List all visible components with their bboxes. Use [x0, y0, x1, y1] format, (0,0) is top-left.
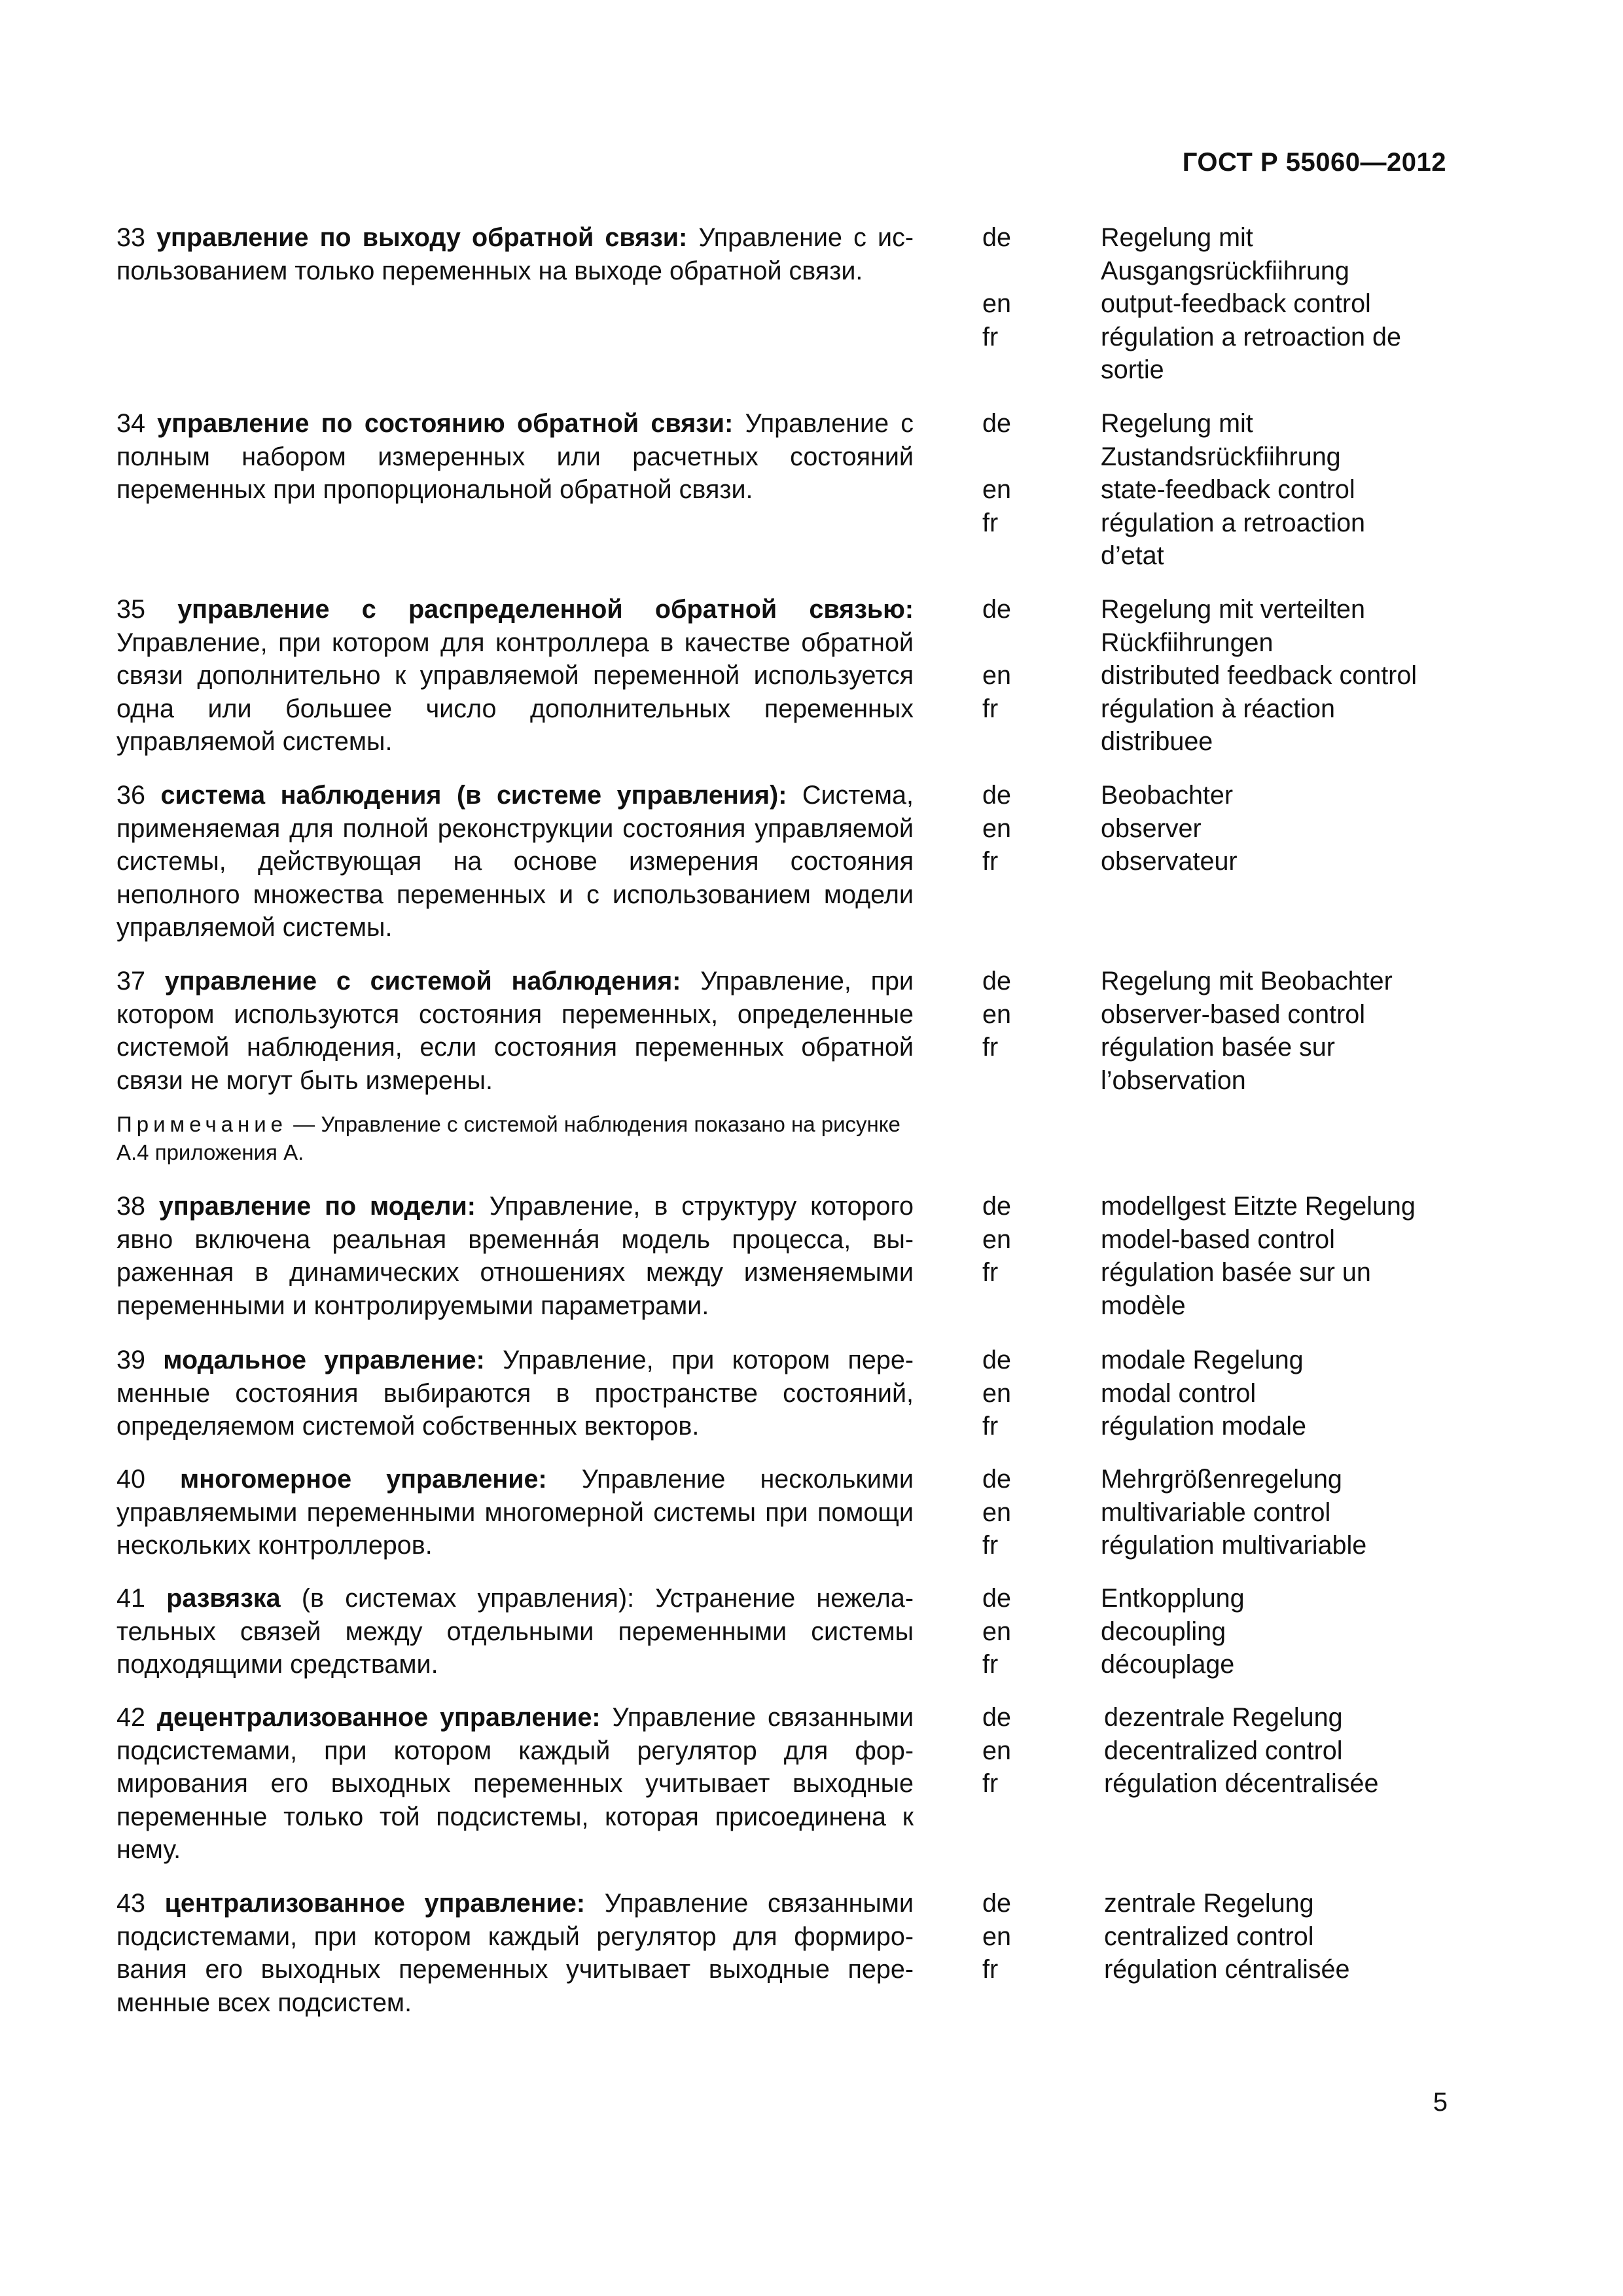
foreign-equivalents	[1101, 779, 1467, 878]
document-code: ГОСТ Р 55060—2012	[1182, 148, 1446, 177]
term-fr: régulation a retroaction d’etat	[1101, 508, 1366, 571]
entry-definition	[116, 1582, 914, 1681]
language-codes	[982, 221, 1061, 353]
term-en: output-feedback control	[1101, 289, 1371, 319]
language-codes	[982, 1463, 1061, 1562]
language-codes	[982, 1887, 1061, 1986]
entry-number: 42	[116, 1703, 145, 1732]
term-de: Regelung mit verteilten Rückfiihrungen	[1101, 595, 1365, 657]
term-fr: régulation multivariable	[1101, 1531, 1367, 1560]
entry-number: 35	[116, 595, 145, 624]
lang-fr: fr	[982, 1650, 999, 1679]
foreign-equivalents	[1101, 965, 1467, 1097]
page-number: 5	[1433, 2088, 1448, 2117]
lang-fr: fr	[982, 1531, 999, 1560]
term-de: Beobachter	[1101, 781, 1234, 810]
term-fr: régulation à réaction distribuee	[1101, 694, 1335, 757]
lang-fr: fr	[982, 694, 999, 723]
language-codes	[982, 1190, 1061, 1289]
language-codes	[982, 593, 1061, 725]
entry-description: Управление с использованием только переменных на выходе обратной связи.	[116, 223, 914, 285]
entry-term: управление по модели:	[158, 1192, 476, 1221]
term-de: Regelung mit Beobachter	[1101, 967, 1393, 996]
entry-definition	[116, 1463, 914, 1562]
entry-description: Управление связанными подсистемами, при котором каждый регулятор для формирования его выходных переменных учитывает выходные переменные всех подсистем.	[116, 1889, 914, 2017]
lang-en: en	[982, 1922, 1011, 1951]
term-de: Entkopplung	[1101, 1584, 1245, 1613]
lang-en: en	[982, 1617, 1011, 1646]
lang-fr: fr	[982, 1955, 999, 1984]
language-codes	[982, 1344, 1061, 1443]
entry-definition	[116, 779, 914, 944]
entry-definition	[116, 1190, 914, 1322]
term-fr: découplage	[1101, 1650, 1235, 1679]
entry-description: Управление с полным набором измеренных или расчетных состояний переменных при пропорциональной обратной связи.	[116, 409, 914, 505]
language-codes	[982, 965, 1061, 1064]
lang-de: de	[982, 1703, 1011, 1732]
language-codes	[982, 779, 1061, 878]
lang-de: de	[982, 1889, 1011, 1918]
lang-de: de	[982, 595, 1011, 624]
foreign-equivalents	[1101, 1344, 1467, 1443]
entry-term: управление по выходу обратной связи:	[156, 223, 688, 252]
entry-description: Управление несколькими управляемыми переменными многомерной системы при помощи нескольких контроллеров.	[116, 1465, 914, 1560]
entry-definition	[116, 965, 914, 1097]
foreign-equivalents	[1101, 1582, 1467, 1681]
entry-number: 34	[116, 409, 145, 438]
lang-de: de	[982, 409, 1011, 438]
term-de: Mehrgrößenregelung	[1101, 1465, 1342, 1494]
entry-term: модальное управление:	[163, 1346, 485, 1374]
lang-en: en	[982, 1378, 1011, 1408]
entry-term: децентрализованное управление:	[156, 1703, 601, 1732]
entry-term: управление с распределенной обратной связью:	[177, 595, 914, 624]
term-fr: observateur	[1101, 847, 1238, 876]
term-en: model-based control	[1101, 1225, 1335, 1254]
term-en: decoupling	[1101, 1617, 1226, 1646]
entry-definition	[116, 221, 914, 287]
lang-en: en	[982, 475, 1011, 505]
term-de: modellgest Eitzte Regelung	[1101, 1192, 1416, 1221]
lang-fr: fr	[982, 508, 999, 537]
term-de: Regelung mit Ausgangsrückfiihrung	[1101, 223, 1349, 285]
term-en: modal control	[1101, 1378, 1257, 1408]
term-en: observer-based control	[1101, 999, 1365, 1029]
entry-number: 39	[116, 1346, 145, 1374]
term-en: centralized control	[1104, 1922, 1314, 1951]
entry-number: 38	[116, 1192, 145, 1221]
entry-description: Управление, в структуру которого явно включена реальная временна́я модель процесса, выраженная в динамических отношениях между изменяемыми переменными и контролируемыми параметрами.	[116, 1192, 914, 1320]
term-en: observer	[1101, 814, 1202, 843]
term-de: zentrale Regelung	[1104, 1889, 1314, 1918]
entry-term: система наблюдения (в системе управления):	[160, 781, 787, 810]
lang-de: de	[982, 1465, 1011, 1494]
entry-definition	[116, 1887, 914, 2019]
term-fr: régulation basée sur un modèle	[1101, 1258, 1371, 1320]
lang-fr: fr	[982, 1412, 999, 1441]
foreign-equivalents	[1104, 1701, 1471, 1801]
term-fr: régulation céntralisée	[1104, 1955, 1350, 1984]
entry-number: 36	[116, 781, 145, 810]
entry-number: 41	[116, 1584, 145, 1613]
lang-de: de	[982, 1346, 1011, 1374]
lang-en: en	[982, 289, 1011, 319]
term-en: decentralized control	[1104, 1736, 1343, 1765]
term-de: modale Regelung	[1101, 1346, 1304, 1374]
entry-description: Система, применяемая для полной реконструкции состояния управляемой системы, действующая на основе измерения состояния неполного множества переменных и с использованием модели управляемой системы.	[116, 781, 914, 942]
lang-de: de	[982, 223, 1011, 252]
term-fr: régulation basée sur l’observation	[1101, 1033, 1335, 1095]
lang-en: en	[982, 1736, 1011, 1765]
entry-term: развязка	[166, 1584, 281, 1613]
language-codes	[982, 1582, 1061, 1681]
entry-term: централизованное управление:	[164, 1889, 586, 1918]
foreign-equivalents	[1101, 1190, 1467, 1322]
lang-de: de	[982, 1192, 1011, 1221]
entry-description: Управление связанными подсистемами, при котором каждый регулятор для формирования его выходных переменных учитывает выходные переменные только той подсистемы, которая присоединена к нему.	[116, 1703, 914, 1865]
foreign-equivalents	[1101, 407, 1467, 573]
note	[116, 1110, 921, 1166]
entry-description: (в системах управления): Устранение нежелательных связей между отдельными переменными системы подходящими средствами.	[116, 1584, 914, 1679]
lang-en: en	[982, 1498, 1011, 1527]
entry-definition	[116, 1344, 914, 1443]
term-en: multivariable control	[1101, 1498, 1331, 1527]
lang-en: en	[982, 999, 1011, 1029]
entry-number: 37	[116, 967, 145, 996]
foreign-equivalents	[1101, 221, 1467, 387]
entry-number: 43	[116, 1889, 145, 1918]
term-en: state-feedback control	[1101, 475, 1355, 505]
lang-de: de	[982, 967, 1011, 996]
note-label: Примечание	[116, 1112, 288, 1136]
entry-definition	[116, 1701, 914, 1867]
entry-number: 33	[116, 223, 145, 252]
foreign-equivalents	[1104, 1887, 1471, 1986]
entry-term: управление по состоянию обратной связи:	[157, 409, 734, 438]
term-de: Regelung mit Zustandsrückfiihrung	[1101, 409, 1341, 471]
entry-number: 40	[116, 1465, 145, 1494]
lang-en: en	[982, 1225, 1011, 1254]
entry-definition	[116, 593, 914, 759]
language-codes	[982, 1701, 1061, 1801]
entry-description: Управление, при котором для контроллера в качестве обратной связи дополнительно к управляемой переменной используется одна или большее число дополнительных переменных управляемой системы.	[116, 628, 914, 757]
note-text: — Управление с системой наблюдения показано на рисунке А.4 приложения А.	[116, 1112, 901, 1164]
entry-definition	[116, 407, 914, 507]
lang-de: de	[982, 781, 1011, 810]
lang-fr: fr	[982, 847, 999, 876]
lang-fr: fr	[982, 1769, 999, 1799]
term-en: distributed feedback control	[1101, 661, 1418, 691]
term-fr: régulation modale	[1101, 1412, 1307, 1441]
lang-de: de	[982, 1584, 1011, 1613]
lang-fr: fr	[982, 322, 999, 351]
foreign-equivalents	[1101, 1463, 1467, 1562]
lang-en: en	[982, 661, 1011, 691]
term-fr: régulation décentralisée	[1104, 1769, 1379, 1799]
lang-fr: fr	[982, 1258, 999, 1287]
lang-fr: fr	[982, 1033, 999, 1062]
language-codes	[982, 407, 1061, 539]
foreign-equivalents	[1101, 593, 1467, 759]
lang-en: en	[982, 814, 1011, 843]
entry-description: Управление, при котором переменные состояния выбираются в пространстве состояний, определяемом системой собственных векторов.	[116, 1346, 914, 1441]
term-fr: régulation a retroaction de sortie	[1101, 322, 1401, 385]
entry-term: многомерное управление:	[180, 1465, 547, 1494]
entry-term: управление с системой наблюдения:	[164, 967, 681, 996]
entry-description: Управление, при котором используются состояния переменных, определенные системой наблюдения, если состояния переменных обратной связи не могут быть измерены.	[116, 967, 914, 1095]
term-de: dezentrale Regelung	[1104, 1703, 1343, 1732]
